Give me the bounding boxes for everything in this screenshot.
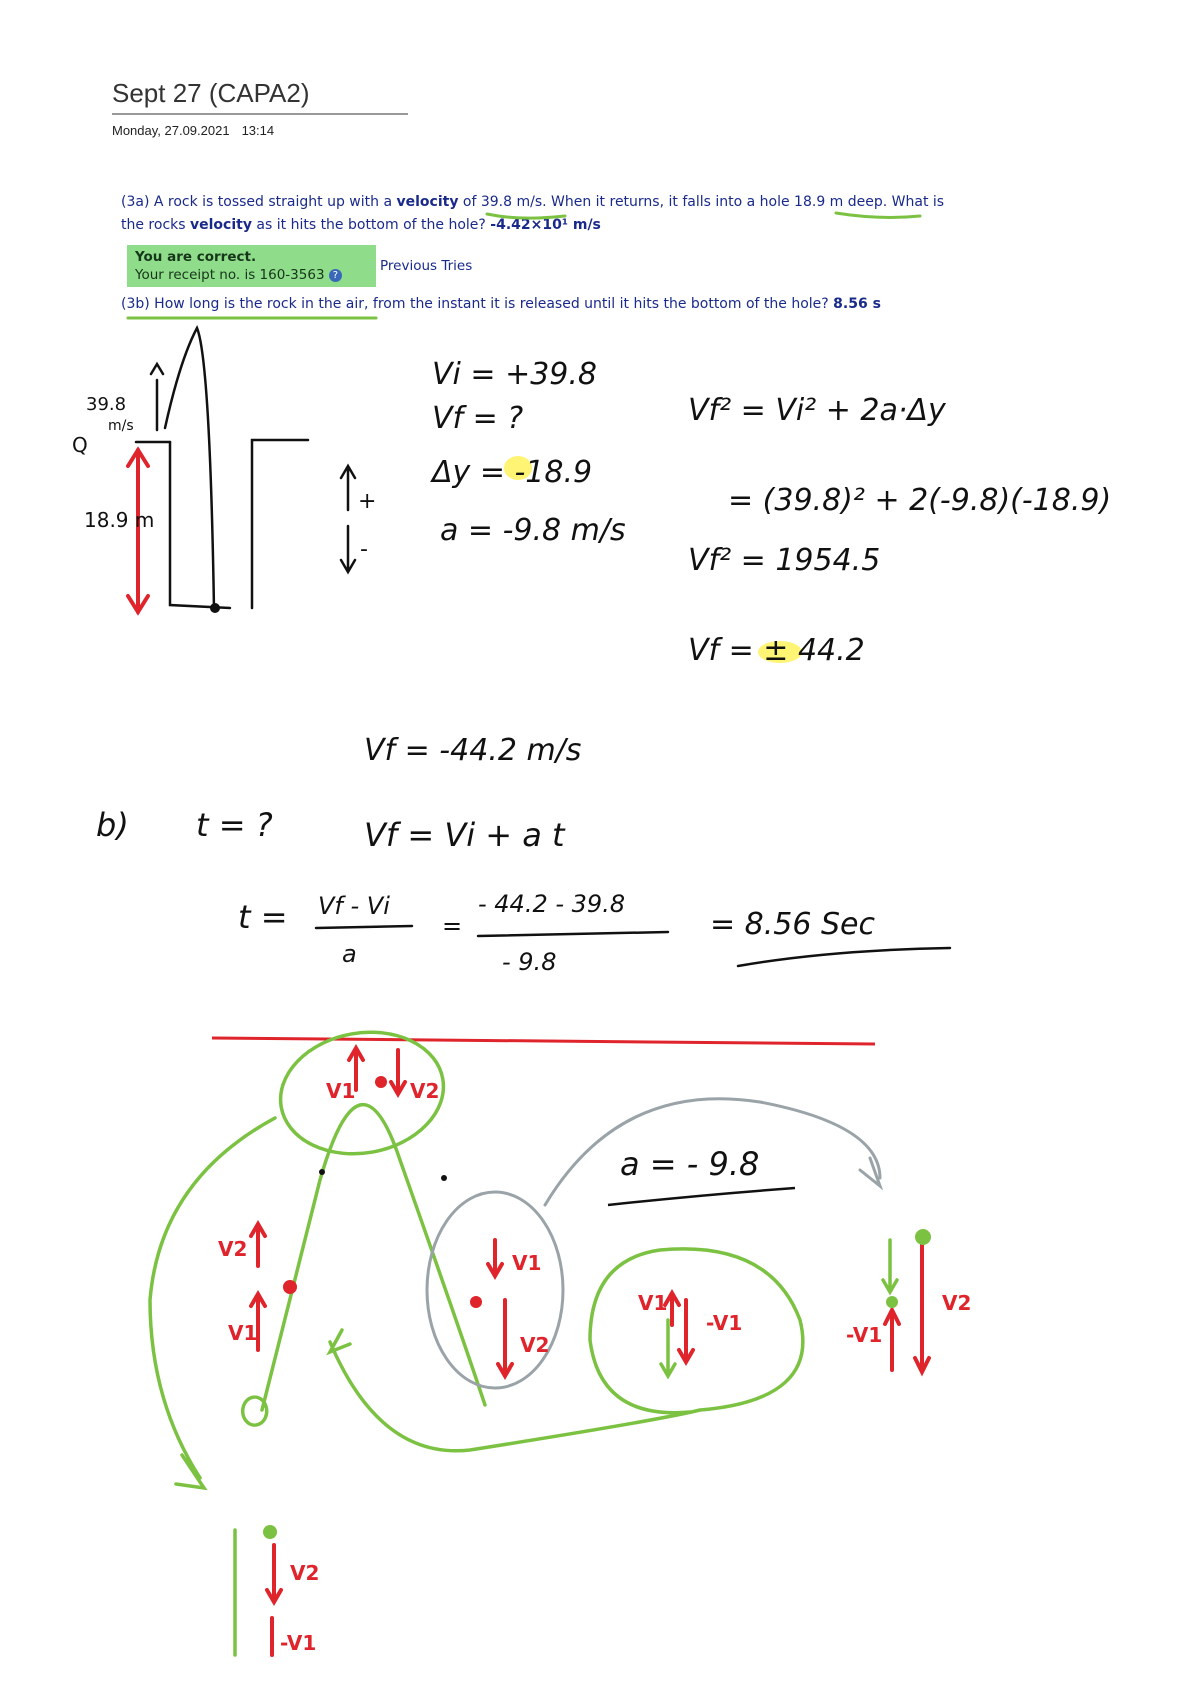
- label-v1-top: V1: [326, 1079, 356, 1103]
- depth-label: 18.9 m: [84, 508, 155, 532]
- green-vectors: [661, 1240, 897, 1376]
- date-text: Monday, 27.09.2021: [112, 123, 230, 138]
- velocity-vectors: [251, 1048, 929, 1655]
- red-separator: [212, 1038, 875, 1044]
- label-v2-bottom: V2: [290, 1561, 320, 1585]
- label-v1-left: V1: [228, 1321, 258, 1345]
- part-b-label: b): [96, 806, 129, 844]
- plus-sign: +: [358, 489, 377, 514]
- equals-sign: =: [442, 912, 463, 940]
- speed-unit-label: m/s: [108, 418, 134, 434]
- t-question: t = ?: [196, 806, 273, 844]
- point-q-label: Q: [72, 433, 88, 457]
- question-3b: (3b) How long is the rock in the air, from the instant it is released until it hits the bottom of the hole? 8.56 s: [121, 296, 881, 312]
- equation-4: Vf = ± 44.2: [688, 633, 865, 668]
- result-a: Vf = -44.2 m/s: [364, 733, 582, 768]
- equation-1: Vf² = Vi² + 2a·Δy: [688, 393, 946, 428]
- correct-title: You are correct.: [135, 249, 257, 265]
- label-v2-left: V2: [218, 1237, 248, 1261]
- fraction1-numerator: Vf - Vi: [318, 892, 390, 920]
- question-3a-line1: (3a) A rock is tossed straight up with a velocity of 39.8 m/s. When it returns, it falls into a hole 18.9 m deep. What is: [121, 194, 945, 210]
- given-a: a = -9.8 m/s: [440, 513, 626, 548]
- help-icon[interactable]: ?: [329, 269, 342, 282]
- minus-sign: -: [360, 537, 368, 562]
- time-text: 13:14: [241, 123, 275, 138]
- position-dots: [263, 1076, 931, 1539]
- previous-tries-link[interactable]: Previous Tries: [380, 258, 473, 274]
- rock-path-diagram: [136, 328, 308, 610]
- label-v2-right: V2: [942, 1291, 972, 1315]
- page-title: Sept 27 (CAPA2): [112, 78, 310, 108]
- receipt-line: Your receipt no. is 160-3563 ?: [135, 267, 342, 283]
- speed-label: 39.8: [86, 394, 127, 415]
- fraction2-denominator: - 9.8: [502, 948, 557, 976]
- label-neg-v1-circle: -V1: [706, 1311, 743, 1335]
- fraction1-denominator: a: [342, 940, 357, 968]
- answer-3a: -4.42×10¹ m/s: [490, 217, 601, 233]
- acceleration-underline: [608, 1188, 795, 1205]
- rock-bottom-dot: [210, 603, 220, 613]
- green-underlines: [128, 213, 920, 318]
- label-neg-v1-right: -V1: [846, 1323, 883, 1347]
- equation-2: = (39.8)² + 2(-9.8)(-18.9): [728, 483, 1112, 518]
- given-vi: Vi = +39.8: [432, 357, 597, 392]
- fraction2-numerator: - 44.2 - 39.8: [478, 890, 626, 918]
- answer-3b: 8.56 s: [833, 296, 881, 312]
- t-equals: t =: [238, 898, 288, 936]
- equation-3: Vf² = 1954.5: [688, 543, 881, 578]
- result-b: = 8.56 Sec: [710, 907, 875, 942]
- acceleration-note: a = - 9.8: [620, 1145, 760, 1183]
- given-dy: Δy = -18.9: [432, 455, 593, 490]
- given-vf: Vf = ?: [432, 401, 524, 436]
- label-neg-v1-bottom: -V1: [280, 1631, 317, 1655]
- label-v2-top: V2: [410, 1079, 440, 1103]
- sign-convention-arrows: [341, 466, 355, 572]
- label-v1-mid: V1: [512, 1251, 542, 1275]
- equation-5: Vf = Vi + a t: [364, 816, 565, 854]
- label-v1-circle: V1: [638, 1291, 668, 1315]
- question-3a-line2: the rocks velocity as it hits the bottom of the hole? -4.42×10¹ m/s: [121, 217, 601, 233]
- label-v2-mid: V2: [520, 1333, 550, 1357]
